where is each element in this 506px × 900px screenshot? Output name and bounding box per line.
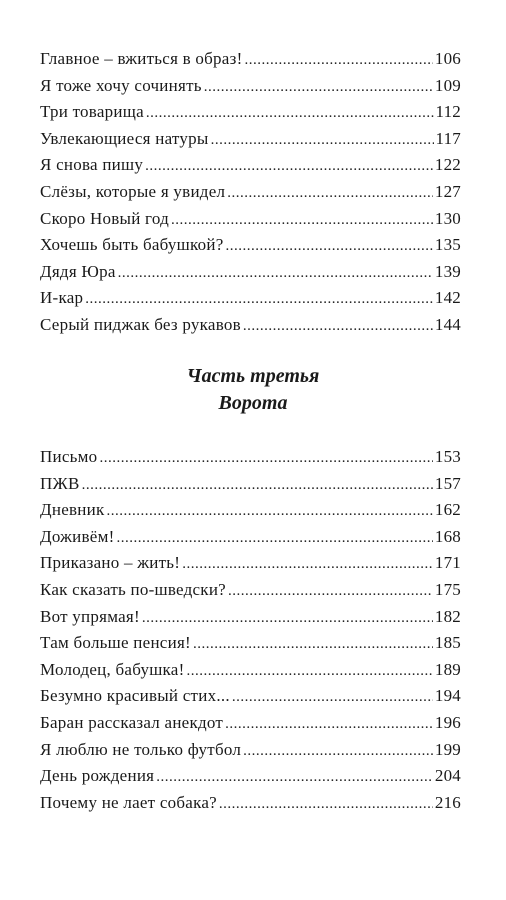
toc-entry-page-number: 168 [434, 526, 461, 546]
toc-dot-leader [232, 683, 433, 711]
toc-dot-leader [211, 126, 434, 154]
toc-dot-leader [82, 471, 433, 499]
toc-dot-leader [156, 763, 433, 791]
toc-entry-page-number: 194 [434, 686, 461, 706]
toc-entry-page-number: 144 [434, 314, 461, 334]
toc-list-part-three [40, 444, 461, 816]
toc-entry-title: Я снова пишу [40, 155, 144, 175]
toc-entry-page-number: 162 [434, 500, 461, 520]
toc-entry [40, 73, 461, 100]
toc-entry-title: Дядя Юра [40, 261, 116, 281]
toc-entry [40, 312, 461, 339]
toc-dot-leader [228, 577, 433, 605]
toc-entry-page-number: 142 [434, 288, 461, 308]
toc-entry [40, 790, 461, 817]
toc-entry-page-number: 175 [434, 579, 461, 599]
toc-entry-title: Слёзы, которые я увидел [40, 181, 226, 201]
toc-entry-title: И-кар [40, 288, 84, 308]
toc-entry [40, 604, 461, 631]
toc-entry-title: Я люблю не только футбол [40, 739, 242, 759]
toc-entry [40, 285, 461, 312]
toc-dot-leader [219, 790, 433, 818]
toc-entry-page-number: 122 [434, 155, 461, 175]
toc-dot-leader [226, 232, 433, 260]
toc-entry-page-number: 182 [434, 606, 461, 626]
toc-entry-page-number: 112 [435, 102, 461, 122]
toc-dot-leader [171, 206, 433, 234]
toc-entry [40, 126, 461, 153]
toc-entry [40, 710, 461, 737]
toc-entry-page-number: 130 [434, 208, 461, 228]
toc-dot-leader [142, 604, 433, 632]
toc-entry-title: Серый пиджак без рукавов [40, 314, 241, 334]
toc-entry [40, 99, 461, 126]
part-heading: Часть третья [186, 365, 320, 387]
toc-entry-title: Вот упрямая! [40, 606, 140, 626]
toc-entry-page-number: 106 [434, 49, 461, 68]
toc-entry [40, 232, 461, 259]
toc-entry-page-number: 189 [434, 659, 461, 679]
toc-entry [40, 152, 461, 179]
toc-entry-page-number: 127 [434, 181, 461, 201]
toc-entry-page-number: 196 [434, 712, 461, 732]
toc-entry-title: Безумно красивый стих... [40, 686, 230, 706]
toc-entry [40, 630, 461, 657]
toc-entry-title: Приказано – жить! [40, 553, 181, 573]
toc-entry-page-number: 204 [434, 766, 461, 786]
toc-dot-leader [204, 73, 433, 101]
toc-entry [40, 657, 461, 684]
toc-entry-page-number: 117 [435, 128, 461, 148]
toc-entry [40, 737, 461, 764]
toc-dot-leader [182, 550, 433, 578]
toc-entry-title: День рождения [40, 766, 155, 786]
toc-dot-leader [145, 152, 433, 180]
toc-entry-title: Скоро Новый год [40, 208, 170, 228]
toc-entry-page-number: 185 [434, 633, 461, 653]
toc-entry-page-number: 153 [434, 447, 461, 466]
toc-entry-title: Письмо [40, 447, 98, 466]
toc-entry [40, 763, 461, 790]
toc-entry [40, 206, 461, 233]
toc-dot-leader [243, 312, 433, 340]
toc-dot-leader [106, 497, 432, 525]
toc-dot-leader [227, 179, 433, 207]
toc-dot-leader [244, 46, 432, 74]
toc-entry-page-number: 216 [434, 792, 461, 812]
toc-entry [40, 577, 461, 604]
toc-list-part-two [40, 46, 461, 339]
toc-entry-title: Там больше пенсия! [40, 633, 191, 653]
toc-entry [40, 550, 461, 577]
toc-dot-leader [146, 99, 434, 127]
toc-dot-leader [99, 444, 432, 472]
toc-entry [40, 444, 461, 471]
toc-entry [40, 524, 461, 551]
toc-entry-page-number: 157 [434, 473, 461, 493]
toc-dot-leader [117, 524, 433, 552]
toc-dot-leader [193, 630, 433, 658]
toc-dot-leader [187, 657, 433, 685]
toc-entry-title: Главное – вжиться в образ! [40, 49, 243, 68]
toc-entry-title: Молодец, бабушка! [40, 659, 185, 679]
toc-entry [40, 497, 461, 524]
toc-dot-leader [243, 737, 433, 765]
toc-entry-page-number: 109 [434, 75, 461, 95]
toc-entry-title: Баран рассказал анекдот [40, 712, 224, 732]
toc-entry-title: Я тоже хочу сочинять [40, 75, 202, 95]
toc-entry-title: Увлекающиеся натуры [40, 128, 209, 148]
toc-dot-leader [225, 710, 433, 738]
toc-dot-leader [118, 259, 433, 287]
toc-entry-title: Дневник [40, 500, 105, 520]
toc-entry-page-number: 171 [434, 553, 461, 573]
toc-entry [40, 471, 461, 498]
toc-entry-title: Как сказать по-шведски? [40, 579, 226, 599]
toc-entry-title: Почему не лает собака? [40, 792, 217, 812]
toc-entry [40, 179, 461, 206]
toc-entry-title: Доживём! [40, 526, 115, 546]
toc-entry-page-number: 199 [434, 739, 461, 759]
toc-entry-title: Хочешь быть бабушкой? [40, 235, 224, 255]
toc-entry-page-number: 135 [434, 235, 461, 255]
toc-entry-page-number: 139 [434, 261, 461, 281]
toc-entry-title: ПЖВ [40, 473, 80, 493]
part-subtitle: Ворота [218, 392, 288, 414]
toc-entry [40, 46, 461, 73]
toc-dot-leader [85, 285, 433, 313]
toc-entry [40, 259, 461, 286]
toc-entry [40, 683, 461, 710]
toc-entry-title: Три товарища [40, 102, 144, 122]
